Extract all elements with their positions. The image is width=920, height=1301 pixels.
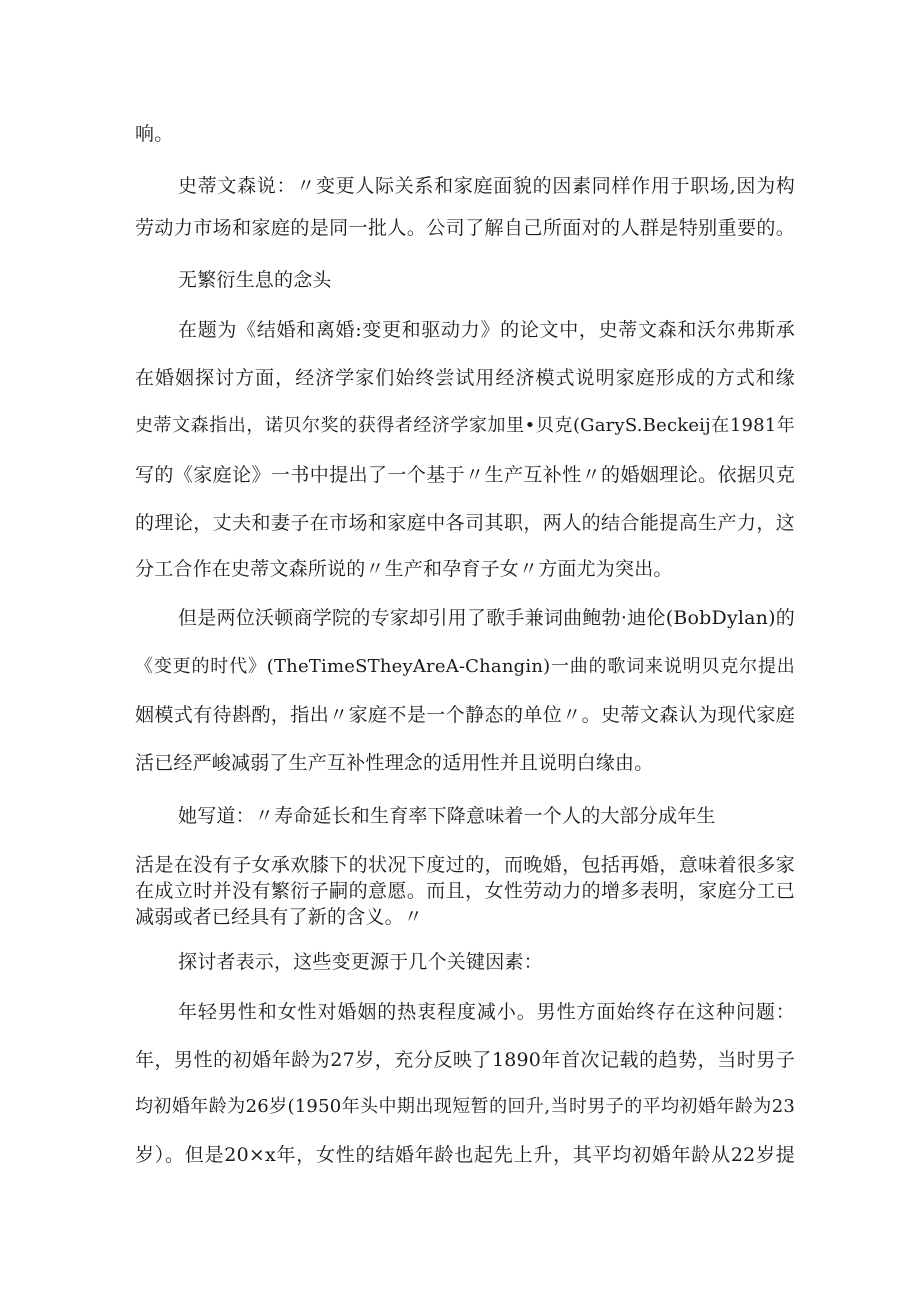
text-line: 姻模式有待斟酌，指出〃家庭不是一个静态的单位〃。史蒂文森认为现代家庭: [135, 704, 795, 726]
text-line: 分工合作在史蒂文森所说的〃生产和孕育子女〃方面尤为突出。: [135, 558, 673, 580]
text-line: 史蒂文森说：〃变更人际关系和家庭面貌的因素同样作用于职场,因为构: [178, 175, 795, 197]
text-line: 均初婚年龄为26岁(1950年头中期出现短暂的回升,当时男子的平均初婚年龄为23: [135, 1096, 795, 1117]
text-line: 岁）。但是20×x年，女性的结婚年龄也起先上升，其平均初婚年龄从22岁提: [135, 1144, 795, 1166]
text-line: 写的《家庭论》一书中提出了一个基于〃生产互补性〃的婚姻理论。依据贝克: [135, 464, 795, 486]
text-line: 探讨者表示，这些变更源于几个关键因素：: [178, 951, 543, 973]
text-line: 减弱或者已经具有了新的含义。〃: [135, 906, 424, 928]
text-line: 年，男性的初婚年龄为27岁，充分反映了1890年首次记载的趋势，当时男子: [135, 1049, 795, 1071]
text-line: 的理论，丈夫和妻子在市场和家庭中各司其职，两人的结合能提高生产力，这: [135, 512, 795, 534]
text-line: 但是两位沃顿商学院的专家却引用了歌手兼词曲鲍勃·迪伦(BobDylan)的: [178, 607, 795, 629]
text-line: 活已经严峻减弱了生产互补性理念的适用性并且说明白缘由。: [135, 752, 654, 774]
text-line: 史蒂文森指出，诺贝尔奖的获得者经济学家加里•贝克(GaryS.Beckeij在1981年: [135, 415, 795, 436]
text-line: 年轻男性和女性对婚姻的热衷程度减小。男性方面始终存在这种问题：: [178, 1001, 795, 1023]
text-line: 她写道：〃寿命延长和生育率下降意味着一个人的大部分成年生: [178, 805, 716, 827]
text-line: 在题为《结婚和离婚:变更和驱动力》的论文中，史蒂文森和沃尔弗斯承: [178, 319, 795, 341]
text-line: 《变更的时代》(TheTimeSTheyAreA-Changin)一曲的歌词来说明贝克尔提出: [135, 656, 795, 677]
text-line: 响。: [135, 123, 174, 145]
text-line: 在婚姻探讨方面，经济学家们始终尝试用经济模式说明家庭形成的方式和缘: [135, 367, 795, 389]
section-heading: 无繁衍生息的念头: [178, 269, 332, 291]
text-line: 劳动力市场和家庭的是同一批人。公司了解自己所面对的人群是特别重要的。: [135, 217, 795, 239]
text-line: 活是在没有子女承欢膝下的状况下度过的，而晚婚，包括再婚，意味着很多家: [135, 854, 795, 876]
text-line: 在成立时并没有繁衍子嗣的意愿。而且，女性劳动力的增多表明，家庭分工已: [135, 880, 795, 902]
